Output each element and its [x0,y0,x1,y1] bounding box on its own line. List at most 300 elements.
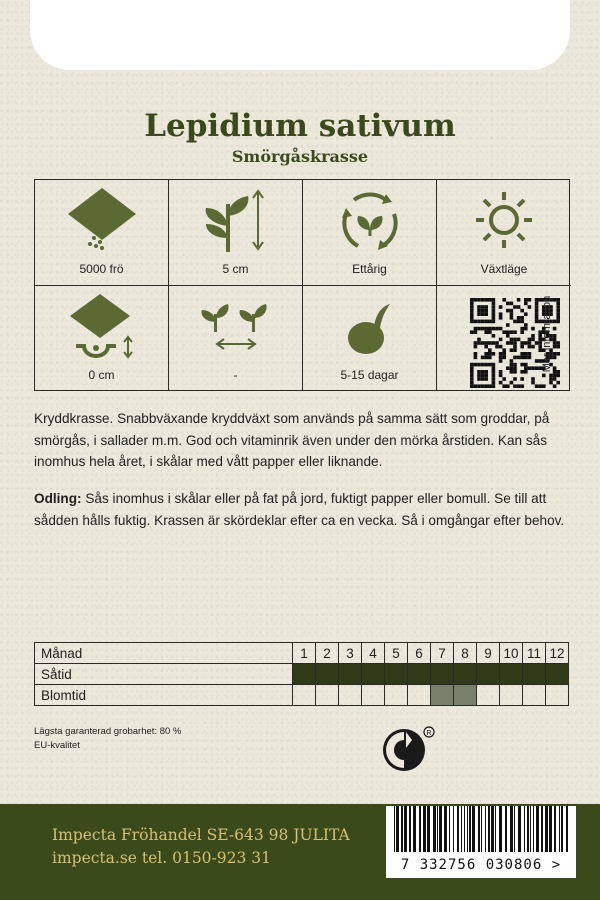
qr-module [484,309,488,313]
qr-module [553,377,557,381]
plant-spacing-icon [196,292,276,362]
qr-module [492,377,496,381]
qr-module [481,356,485,360]
qr-module [488,341,492,345]
qr-module [553,374,557,378]
qr-module [474,363,478,367]
germination-label: 5-15 dagar [340,368,399,382]
qr-module [492,370,496,374]
height-label: 5 cm [222,262,249,276]
qr-module [513,384,517,388]
qr-module [556,305,560,309]
qr-module [542,384,546,388]
qr-module [492,384,496,388]
qr-module [481,374,485,378]
qr-module [470,320,474,324]
germination-icon [330,292,410,362]
cultivation-heading: Odling: [34,491,82,506]
barcode-bar [499,806,502,854]
qr-module [477,298,481,302]
seed-packet-icon [62,186,142,256]
common-name: Smörgåskrasse [231,147,369,166]
sowing-cell [293,664,316,685]
barcode-bar [536,806,539,854]
info-cell-qr[interactable] [437,286,571,391]
qr-module [492,374,496,378]
qr-module [520,356,524,360]
qr-module [524,298,528,302]
lifecycle-label: Ettårig [352,262,387,276]
barcode-bar [401,806,403,854]
barcode-bar [566,806,568,854]
qr-module [553,366,557,370]
qr-module [553,298,557,302]
qr-module [470,298,474,302]
barcode-bar [449,806,450,854]
month-header-label: Månad [35,643,293,664]
qr-module [520,363,524,367]
qr-module [531,334,535,338]
calendar-header-row [35,643,569,664]
qr-module [492,305,496,309]
barcode-bar [472,806,475,854]
qr-module [535,320,539,324]
qr-module [492,381,496,385]
qr-module [553,327,557,331]
qr-module [502,377,506,381]
qr-module [556,309,560,313]
sowing-cell [546,664,569,685]
latin-name: Lepidium sativum [144,108,456,144]
sowing-row [35,664,569,685]
qr-module [488,320,492,324]
qr-module [531,381,535,385]
barcode-bar [485,806,486,854]
qr-module [556,320,560,324]
qr-module [506,309,510,313]
qr-module [481,309,485,313]
info-cell-seeds [35,180,169,286]
barcode-bar [481,806,482,854]
barcode-bar [394,806,395,854]
qr-module [556,370,560,374]
qr-module [481,327,485,331]
qr-module [535,384,539,388]
qr-module [477,305,481,309]
qr-module [510,338,514,342]
qr-module [524,352,528,356]
qr-module [506,334,510,338]
qr-module [492,312,496,316]
flowering-cell [431,685,454,706]
qr-module [484,384,488,388]
qr-module [535,366,539,370]
qr-module [492,298,496,302]
plant-height-icon [196,186,276,256]
qr-module [499,312,503,316]
qr-module [484,312,488,316]
qr-module [531,345,535,349]
barcode-bar [491,806,494,854]
qr-module [506,323,510,327]
qr-module [517,356,521,360]
qr-module [470,381,474,385]
qr-module [556,381,560,385]
qr-module [528,341,532,345]
qr-module [517,338,521,342]
qr-module [553,352,557,356]
qr-module [502,356,506,360]
barcode-bar [444,806,447,854]
qr-module [513,345,517,349]
qr-module [513,305,517,309]
qr-module [492,302,496,306]
flowering-cell [500,685,523,706]
qr-module [528,298,532,302]
qr-module [553,334,557,338]
sowing-cell [339,664,362,685]
barcode-bar [437,806,438,854]
qr-module [470,377,474,381]
barcode-bar [559,806,560,854]
qr-module [524,341,528,345]
sowing-cell [500,664,523,685]
month-5: 5 [385,643,408,664]
sowing-cell [431,664,454,685]
month-7: 7 [431,643,454,664]
qr-module [510,309,514,313]
qr-module [556,341,560,345]
barcode-bar [467,806,468,854]
qr-module [477,363,481,367]
flowering-cell [454,685,477,706]
qr-module [470,366,474,370]
barcode-bar [554,806,556,854]
company-contact: impecta.se tel. 0150-923 31 [52,849,272,867]
qr-module [549,374,553,378]
flowering-cell [385,685,408,706]
qr-module [470,363,474,367]
spacing-label: - [233,368,238,382]
barcode-bar [561,806,563,854]
qr-module [499,316,503,320]
qr-module [502,298,506,302]
qr-module [470,330,474,334]
barcode-bar [469,806,471,854]
qr-module [484,298,488,302]
barcode-bar [510,806,513,854]
sowing-cell [477,664,500,685]
sowing-calendar [34,642,569,706]
qr-module [484,356,488,360]
qr-module [538,384,542,388]
qr-module [474,298,478,302]
qr-module [513,377,517,381]
qr-module [488,352,492,356]
qr-module [524,302,528,306]
qr-module [499,359,503,363]
info-cell-germination [303,286,437,391]
qr-module [513,338,517,342]
qr-module [524,356,528,360]
qr-module [492,320,496,324]
qr-module [477,377,481,381]
qr-module [556,345,560,349]
qr-module [499,345,503,349]
qr-module [510,381,514,385]
cultivation-body: Sås inomhus i skålar eller på fat på jord, fuktigt papper eller bomull. Se till att sådden hålls fuktig. Krassen är skördeklar efter ca en vecka. Så i omgångar efter behov. [34,491,565,528]
barcode-bar [427,806,430,854]
qr-module [484,327,488,331]
month-11: 11 [523,643,546,664]
flowering-row [35,685,569,706]
qr-module [495,341,499,345]
month-10: 10 [500,643,523,664]
qr-module [477,374,481,378]
qr-module [484,345,488,349]
qr-module [510,316,514,320]
barcode-bar [453,806,454,854]
sowing-cell [454,664,477,685]
qr-module [531,327,535,331]
qr-module [520,327,524,331]
qr-module [506,366,510,370]
flowering-cell [293,685,316,706]
barcode-bar [527,806,529,854]
qr-module [513,366,517,370]
qr-module [477,370,481,374]
qr-module [524,323,528,327]
qr-module [510,341,514,345]
month-1: 1 [293,643,316,664]
barcode-bar [478,806,480,854]
qr-module [513,356,517,360]
qr-module [524,363,528,367]
sowing-cell [362,664,385,685]
sowing-cell [316,664,339,685]
barcode-bar [514,806,515,854]
sowing-cell [523,664,546,685]
qr-module [531,377,535,381]
qr-module [528,305,532,309]
barcode-bar [541,806,543,854]
qr-module [477,320,481,324]
qr-module [553,345,557,349]
qr-module [520,377,524,381]
qr-module [510,366,514,370]
info-cell-height [169,180,303,286]
qr-module [549,377,553,381]
barcode-bar [461,806,462,854]
qr-module [510,363,514,367]
qr-module [528,345,532,349]
flowering-cell [362,685,385,706]
qr-module [520,330,524,334]
flowering-cell [477,685,500,706]
qr-module [474,356,478,360]
barcode-bar [533,806,534,854]
sowing-row-label: Såtid [35,664,293,685]
qr-module [510,370,514,374]
qr-module [520,341,524,345]
qr-module [481,377,485,381]
qr-module [484,352,488,356]
qr-module [528,366,532,370]
qr-module [556,298,560,302]
barcode-number: 7 332756 030806 > [386,852,576,878]
qr-module [520,384,524,388]
qr-module [481,312,485,316]
qr-module [535,305,539,309]
qr-module [520,370,524,374]
qr-module [535,316,539,320]
barcode-bar [419,806,421,854]
qr-module [495,345,499,349]
qr-module [520,320,524,324]
month-3: 3 [339,643,362,664]
qr-module [477,338,481,342]
eu-quality: EU-kvalitet [34,740,80,751]
qr-module [499,338,503,342]
month-12: 12 [546,643,569,664]
barcode-bar [439,806,442,854]
qr-module [488,384,492,388]
hang-hole [30,0,570,70]
qr-module [502,352,506,356]
qr-module [524,366,528,370]
qr-module [481,298,485,302]
qr-module [528,338,532,342]
qr-module [528,352,532,356]
qr-module [517,384,521,388]
qr-module [513,348,517,352]
qr-module [556,302,560,306]
qr-module [517,305,521,309]
qr-module [510,330,514,334]
qr-module [499,381,503,385]
sun-icon [464,186,544,256]
qr-module [492,316,496,320]
qr-module [553,320,557,324]
info-cell-depth [35,286,169,391]
qr-module [513,320,517,324]
qr-module [553,370,557,374]
qr-module [488,330,492,334]
qr-module [474,330,478,334]
qr-module [470,302,474,306]
barcode-bar [409,806,411,854]
qr-module [484,374,488,378]
qr-module [535,309,539,313]
qr-module [499,352,503,356]
qr-module [484,330,488,334]
qr-module [477,327,481,331]
qr-module [510,302,514,306]
flowering-cell [339,685,362,706]
qr-module [524,312,528,316]
company-address: Impecta Fröhandel SE-643 98 JULITA [52,826,350,844]
qr-module [484,370,488,374]
barcode-bar [518,806,521,854]
qr-module [499,370,503,374]
qr-module [470,370,474,374]
qr-module [488,327,492,331]
qr-module [528,356,532,360]
month-8: 8 [454,643,477,664]
qr-module [513,341,517,345]
qr-module [499,327,503,331]
barcode-bar [423,806,426,854]
barcode-bar [464,806,465,854]
qr-module [488,348,492,352]
qr-module [474,327,478,331]
qr-module [470,384,474,388]
seed-count-label: 5000 frö [79,262,124,276]
qr-module [510,312,514,316]
qr-module [535,312,539,316]
qr-module [492,366,496,370]
description-text: Kryddkrasse. Snabbväxande kryddväxt som används på samma sätt som groddar, på smörgås, i sallader m.m. God och vitaminrik även under den mörka årstiden. Kan sås inomhus hela året, i skålar med vått papper eller liknande. [34,411,550,469]
month-6: 6 [408,643,431,664]
qr-module [484,305,488,309]
qr-module [492,341,496,345]
qr-module [556,374,560,378]
barcode-bar [530,806,531,854]
qr-module [474,341,478,345]
barcode-bar [457,806,459,854]
qr-module [531,338,535,342]
qr-module [520,309,524,313]
info-cell-lifecycle [303,180,437,286]
qr-module [484,377,488,381]
barcode-bar [545,806,548,854]
barcode-bar [524,806,525,854]
flowering-cell [546,685,569,706]
qr-module [506,384,510,388]
qr-module [510,348,514,352]
qr-module [553,341,557,345]
qr-module [556,316,560,320]
qr-module [502,330,506,334]
qr-module [553,384,557,388]
barcode-bar [505,806,507,854]
qr-module [488,356,492,360]
sowing-cell [408,664,431,685]
qr-module [510,359,514,363]
barcode-bar [549,806,552,854]
qr-module [520,345,524,349]
more-info-label: Mer information [540,295,553,373]
qr-module [481,370,485,374]
qr-module [477,341,481,345]
qr-module [517,298,521,302]
qr-module [481,320,485,324]
qr-module [556,312,560,316]
svg-text:R: R [426,730,432,737]
qr-module [499,356,503,360]
barcode-bar [495,806,496,854]
qr-module [542,374,546,378]
qr-module [535,302,539,306]
qr-module [502,384,506,388]
qr-module [513,330,517,334]
qr-module [517,320,521,324]
qr-module [474,320,478,324]
position-label: Växtläge [480,262,528,276]
qr-module [481,363,485,367]
qr-module [535,298,539,302]
qr-module [470,316,474,320]
